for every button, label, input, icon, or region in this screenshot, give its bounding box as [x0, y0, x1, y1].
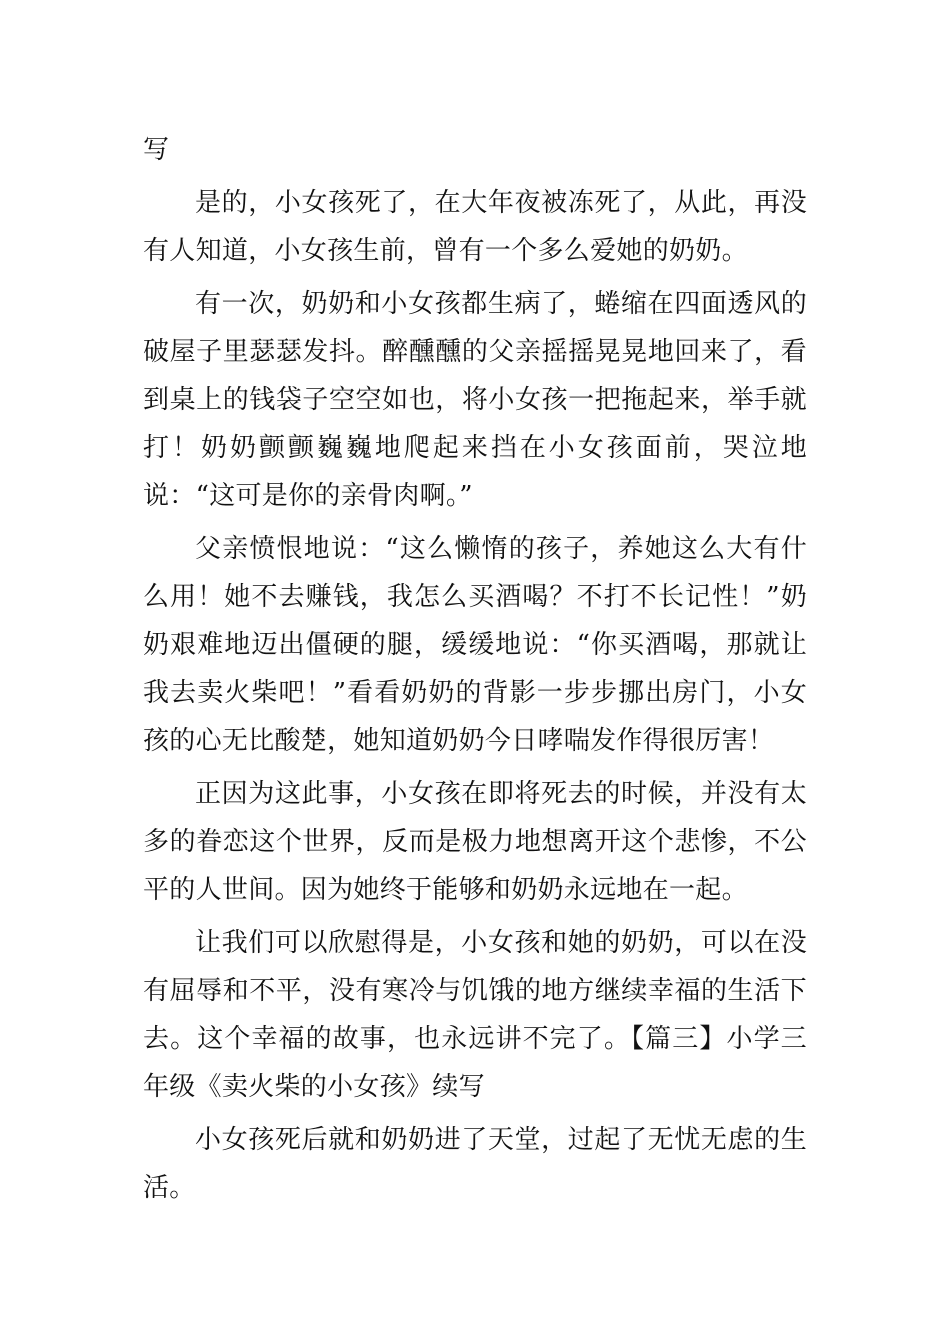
paragraph: 让我们可以欣慰得是，小女孩和她的奶奶，可以在没有屈辱和不平，没有寒冷与饥饿的地方继续幸福的生活下去。这个幸福的故事，也永远讲不完了。【篇三】小学三年级《卖火柴的小女孩》续写 — [143, 928, 807, 1102]
paragraph: 正因为这此事，小女孩在即将死去的时候，并没有太多的眷恋这个世界，反而是极力地想离开这个悲惨，不公平的人世间。因为她终于能够和奶奶永远地在一起。 — [143, 779, 807, 905]
document-body — [143, 126, 807, 1217]
paragraph: 小女孩死后就和奶奶进了天堂，过起了无忧无虑的生活。 — [143, 1125, 807, 1203]
paragraph: 父亲愤恨地说：“这么懒惰的孩子，养她这么大有什么用！她不去赚钱，我怎么买酒喝？不打不长记性！”奶奶艰难地迈出僵硬的腿，缓缓地说：“你买酒喝，那就让我去卖火柴吧！”看看奶奶的背影一步步挪出房门，小女孩的心无比酸楚，她知道奶奶今日哮喘发作得很厉害！ — [143, 534, 807, 756]
paragraph: 是的，小女孩死了，在大年夜被冻死了，从此，再没有人知道，小女孩生前，曾有一个多么爱她的奶奶。 — [143, 188, 807, 266]
paragraph: 有一次，奶奶和小女孩都生病了，蜷缩在四面透风的破屋子里瑟瑟发抖。醉醺醺的父亲摇摇晃晃地回来了，看到桌上的钱袋子空空如也，将小女孩一把拖起来，举手就打！奶奶颤颤巍巍地爬起来挡在小女孩面前，哭泣地说：“这可是你的亲骨肉啊。” — [143, 289, 807, 511]
paragraph-continuation: 写 — [143, 135, 170, 165]
